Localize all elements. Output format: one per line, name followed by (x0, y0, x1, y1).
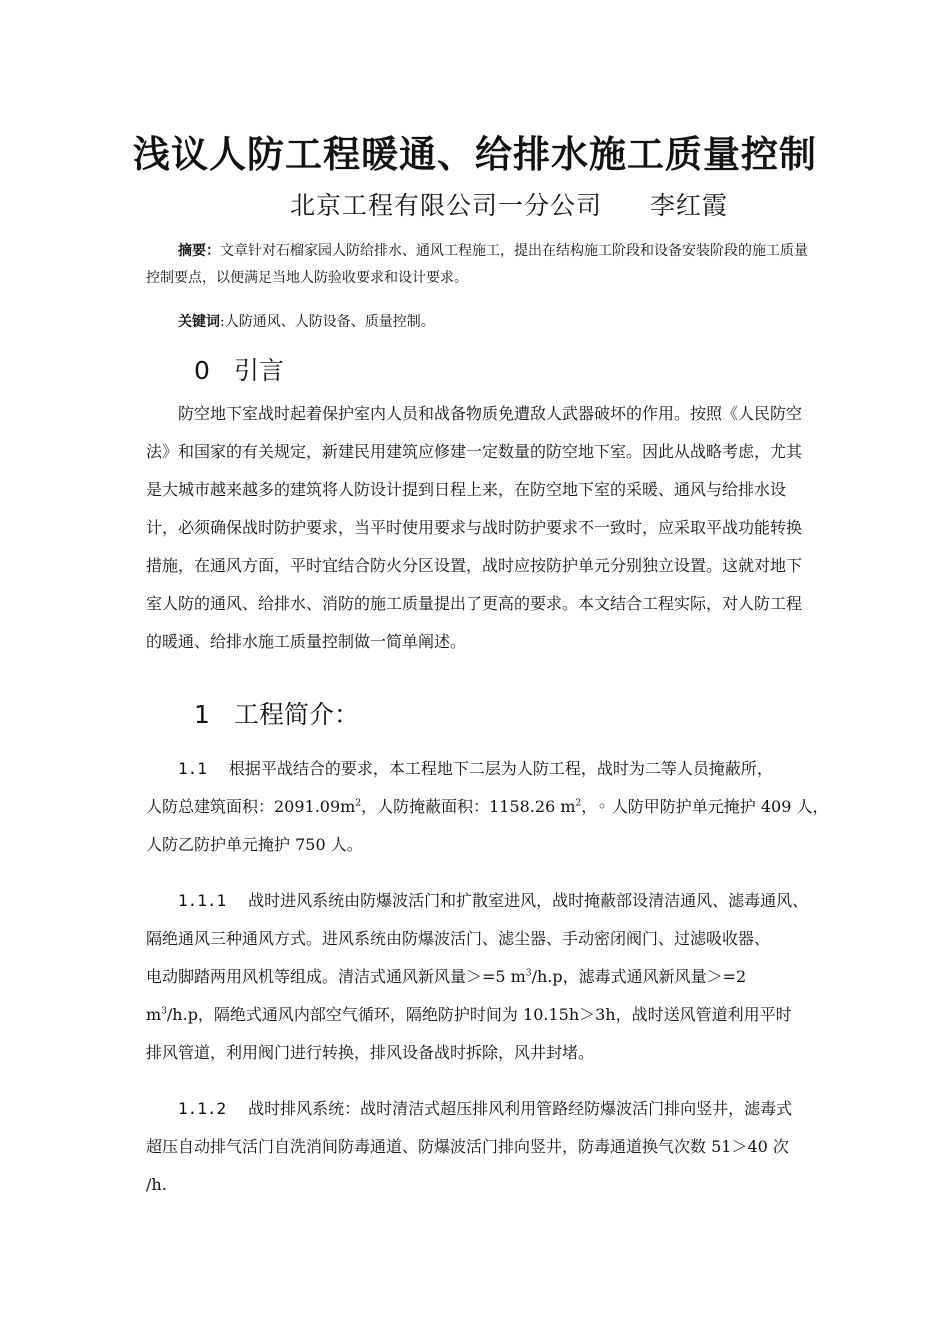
section-heading-intro (194, 351, 284, 387)
section-title: 工程简介： (234, 700, 360, 729)
paragraph-line: /h. (146, 1175, 167, 1194)
clause-number: 1.1.1 (178, 891, 227, 910)
paragraph-line (146, 882, 814, 920)
keywords-label: 关键词 (178, 314, 220, 330)
paragraph-1-1-2 (146, 1090, 814, 1204)
line-text: 根据平战结合的要求，本工程地下二层为人防工程，战时为二等人员掩蔽所， (228, 759, 773, 778)
superscript: 2 (355, 798, 362, 809)
keywords-text: :人防通风、人防设备、质量控制。 (220, 314, 435, 330)
paragraph-line (146, 788, 829, 826)
author-name: 李红霞 (650, 191, 729, 220)
line-text: ，人防掩蔽面积：1158.26 m (361, 797, 576, 816)
line-text: /h.p，隔绝式通风内部空气循环，隔绝防护时间为 10.15h＞3h，战时送风管道利用平时 (166, 1005, 792, 1024)
section-number: 1 (194, 700, 210, 729)
line-text: ，◦ 人防甲防护单元掩护 409 人， (581, 797, 829, 816)
paragraph-line: 排风管道，利用阀门进行转换，排风设备战时拆除，风井封堵。 (146, 1043, 595, 1062)
line-text: 战时排风系统：战时清洁式超压排风利用管路经防爆波活门排向竖井，滤毒式 (248, 1099, 793, 1118)
paragraph-line (146, 996, 814, 1034)
paragraph-line (146, 750, 814, 788)
line-text: 战时进风系统由防爆波活门和扩散室进风，战时掩蔽部设清洁通风、滤毒通风、 (248, 891, 809, 910)
superscript: 3 (161, 1006, 167, 1017)
line-text: m (146, 1005, 162, 1024)
paragraph-1-1-1 (146, 882, 814, 1072)
byline (290, 186, 728, 222)
superscript: 3 (525, 968, 532, 979)
line-text: /h.p，滤毒式通风新风量＞=2 (531, 967, 747, 986)
superscript: 2 (575, 798, 582, 809)
line-text: 人防总建筑面积：2091.09m (146, 797, 356, 816)
section-heading-overview (194, 695, 359, 731)
paragraph-line: 隔绝通风三种通风方式。进风系统由防爆波活门、滤尘器、手动密闭阀门、过滤吸收器、 (146, 929, 771, 948)
abstract-text: 文章针对石榴家园人防给排水、通风工程施工，提出在结构施工阶段和设备安装阶段的施工质量控制要点，以便满足当地人防验收要求和设计要求。 (146, 243, 808, 286)
clause-number: 1.1.2 (178, 1099, 227, 1118)
paragraph-line (146, 958, 814, 996)
clause-number: 1.1 (178, 759, 207, 778)
author-organization: 北京工程有限公司一分公司 (290, 191, 603, 220)
line-text: 电动脚踏两用风机等组成。清洁式通风新风量＞=5 m (146, 967, 526, 986)
abstract-label: 摘要： (178, 243, 220, 259)
paragraph-line: 超压自动排气活门自洗消间防毒通道、防爆波活门排向竖井，防毒通道换气次数 51＞40 次 (146, 1137, 789, 1156)
abstract (146, 238, 810, 292)
intro-paragraph: 防空地下室战时起着保护室内人员和战备物质免遭敌人武器破坏的作用。按照《人民防空法》和国家的有关规定，新建民用建筑应修建一定数量的防空地下室。因此从战略考虑，尤其是大城市越来越多的建筑将人防设计提到日程上来，在防空地下室的采暖、通风与给排水设计，必须确保战时防护要求，当平时使用要求与战时防护要求不一致时，应采取平战功能转换措施，在通风方面，平时宜结合防火分区设置，战时应按防护单元分别独立设置。这就对地下室人防的通风、给排水、消防的施工质量提出了更高的要求。本文结合工程实际，对人防工程的暖通、给排水施工质量控制做一简单阐述。 (146, 404, 803, 651)
keywords (178, 310, 435, 334)
section-number: 0 (194, 356, 210, 385)
document-title: 浅议人防工程暖通、给排水施工质量控制 (133, 133, 817, 176)
paragraph-1-1 (146, 750, 829, 864)
section-title: 引言 (234, 356, 285, 385)
paragraph-line (146, 1090, 814, 1128)
paragraph-line: 人防乙防护单元掩护 750 人。 (146, 835, 363, 854)
